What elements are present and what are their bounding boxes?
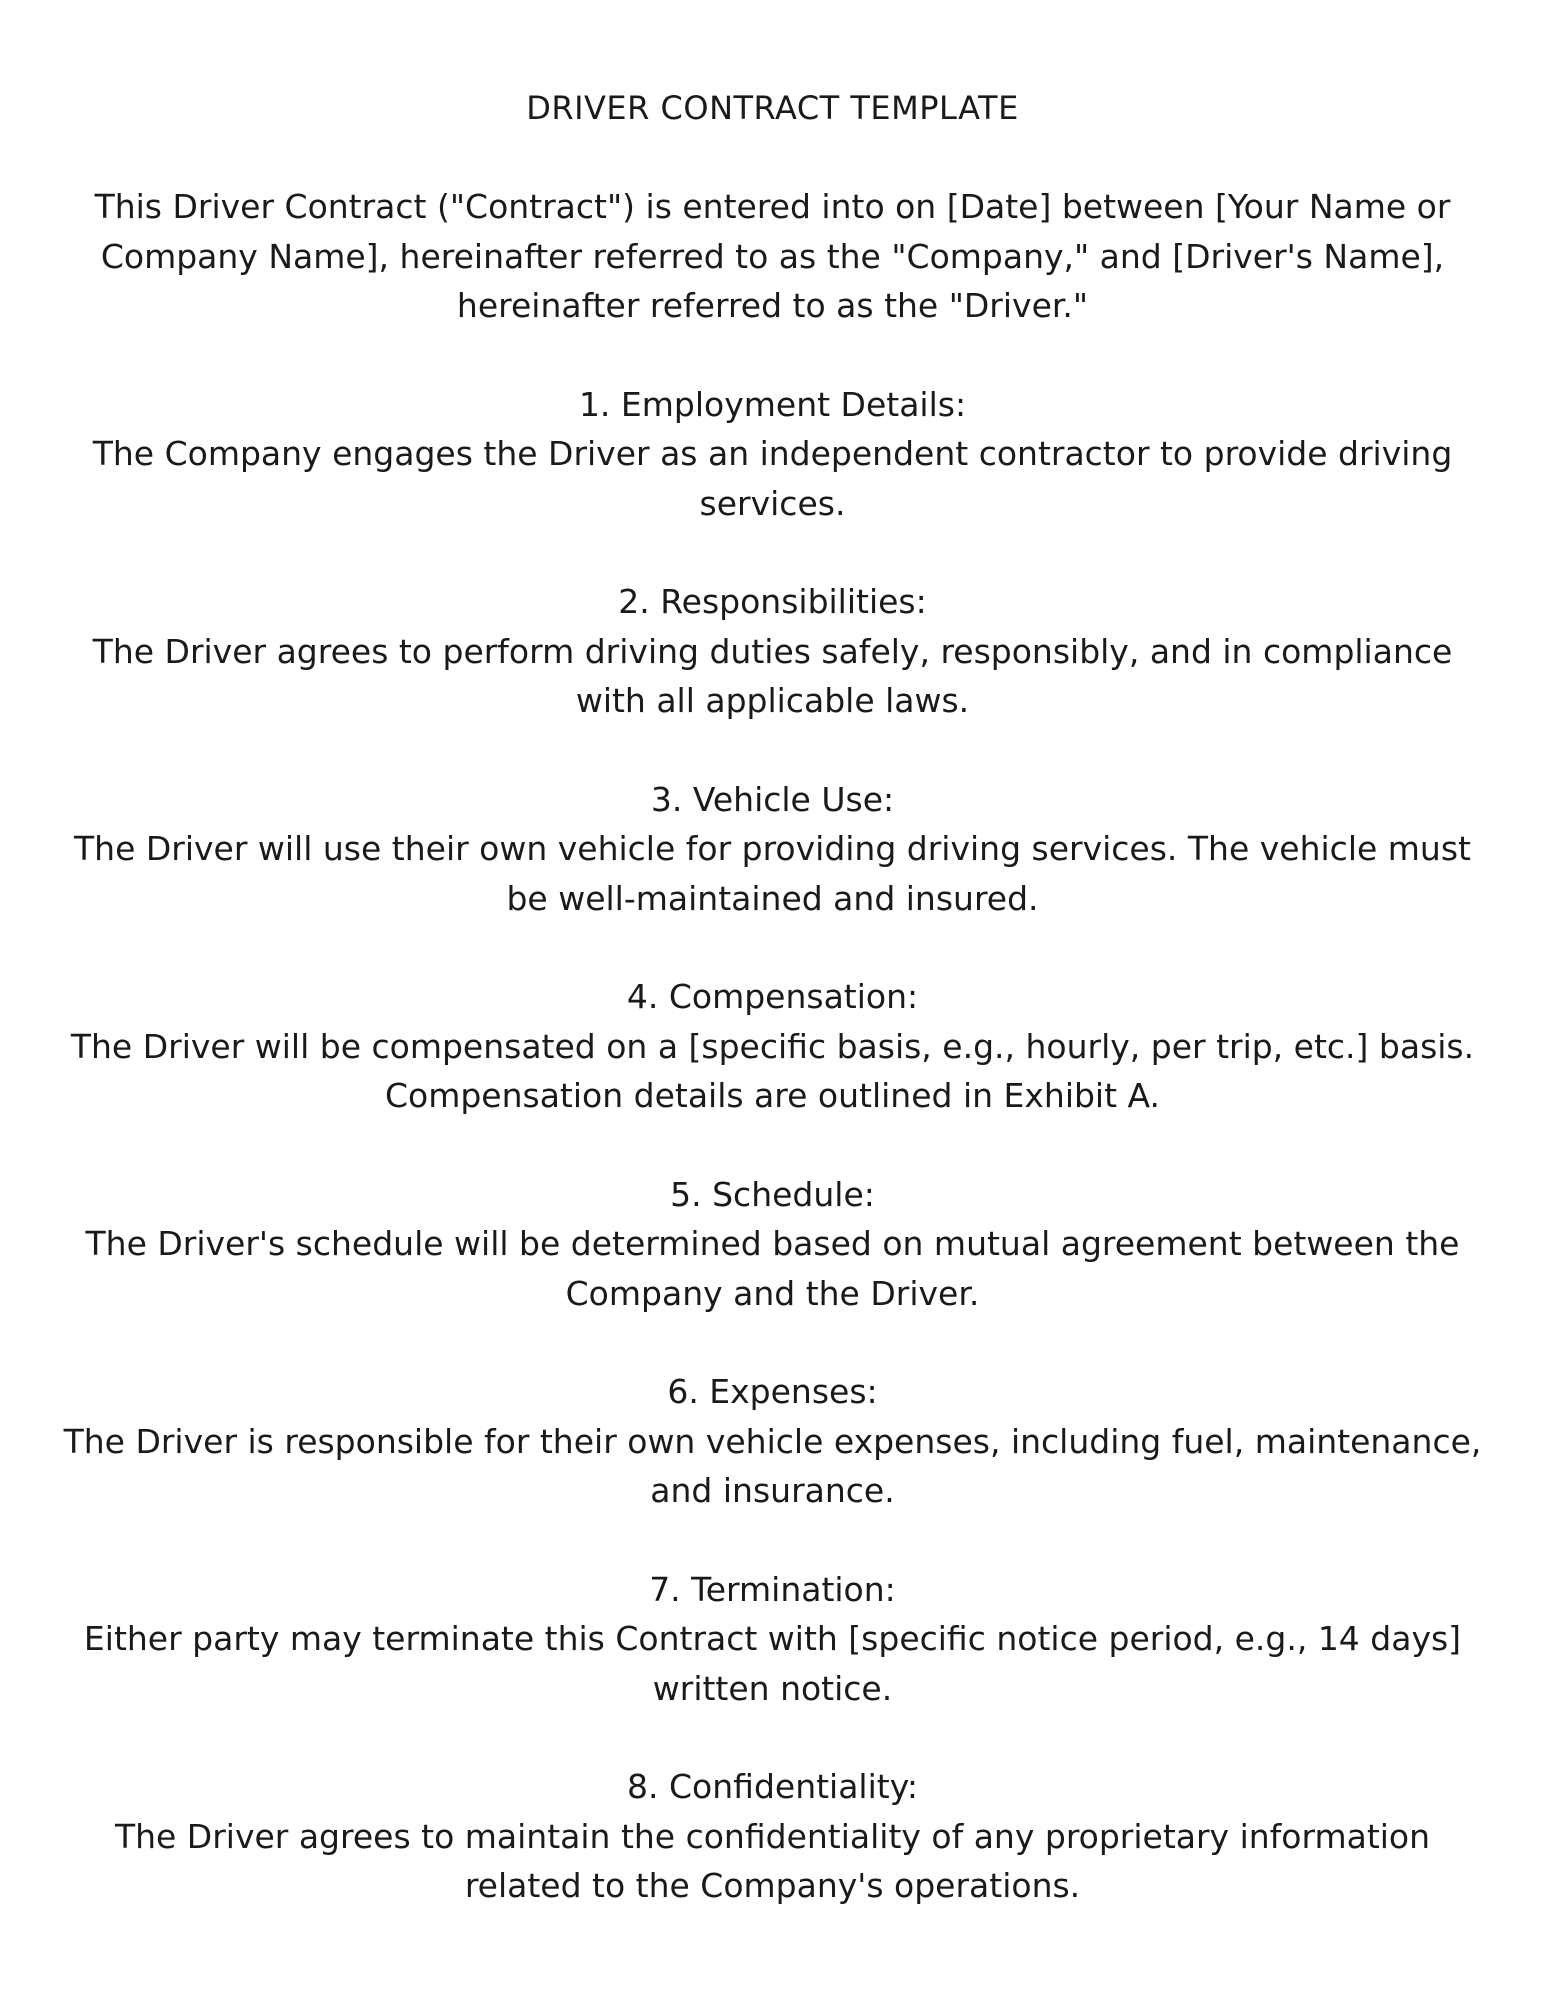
section-heading: 3. Vehicle Use: <box>650 779 895 819</box>
section-heading: 1. Employment Details: <box>578 384 967 424</box>
section-vehicle-use <box>60 775 1485 924</box>
section-body: Either party may terminate this Contract with [specific notice period, e.g., 14 days] written notice. <box>83 1619 1462 1708</box>
section-heading: 5. Schedule: <box>670 1174 875 1214</box>
section-body: The Driver will be compensated on a [specific basis, e.g., hourly, per trip, etc.] basis. Compensation details are outlined in Exhibit A. <box>70 1026 1475 1115</box>
section-body: The Driver agrees to perform driving duties safely, responsibly, and in compliance with all applicable laws. <box>92 631 1453 720</box>
section-termination <box>60 1565 1485 1714</box>
section-schedule <box>60 1170 1485 1319</box>
section-body: The Driver agrees to maintain the confidentiality of any proprietary information related to the Company's operations. <box>114 1816 1431 1905</box>
section-body: The Driver will use their own vehicle for providing driving services. The vehicle must be well-maintained and insured. <box>74 829 1471 918</box>
section-body: The Driver is responsible for their own vehicle expenses, including fuel, maintenance, and insurance. <box>63 1421 1482 1510</box>
section-heading: 4. Compensation: <box>626 977 919 1016</box>
section-heading: 7. Termination: <box>649 1569 896 1609</box>
document-title: DRIVER CONTRACT TEMPLATE <box>526 89 1019 127</box>
section-employment-details <box>60 380 1485 529</box>
section-confidentiality <box>60 1762 1485 1911</box>
section-responsibilities <box>60 577 1485 726</box>
section-heading: 2. Responsibilities: <box>618 582 927 621</box>
section-body: The Company engages the Driver as an independent contractor to provide driving services. <box>92 434 1453 523</box>
section-heading: 6. Expenses: <box>667 1372 878 1411</box>
section-body: The Driver's schedule will be determined based on mutual agreement between the Company and the Driver. <box>85 1224 1460 1313</box>
section-expenses <box>60 1367 1485 1516</box>
section-compensation <box>60 972 1485 1121</box>
section-heading: 8. Confidentiality: <box>627 1767 918 1806</box>
contract-intro: This Driver Contract ("Contract") is entered into on [Date] between [Your Name or Company Name], hereinafter referred to as the "Company," and [Driver's Name], hereinafter referred to as the "Driver." <box>94 187 1451 325</box>
